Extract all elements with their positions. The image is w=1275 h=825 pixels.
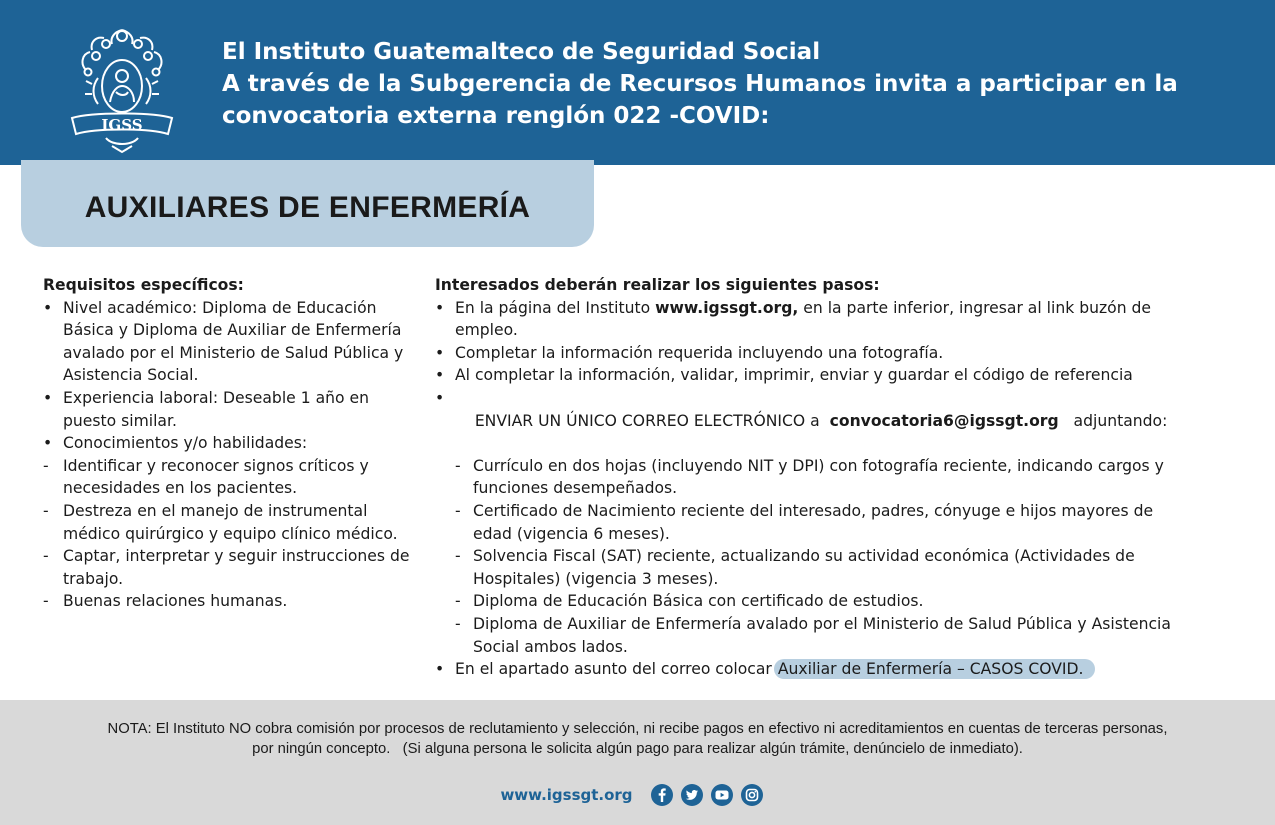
website-link[interactable]: www.igssgt.org xyxy=(500,786,633,804)
step-item: • Al completar la información, validar, imprimir, enviar y guardar el código de referencia xyxy=(435,366,1133,385)
note-line-2: por ningún concepto. (Si alguna persona le solicita algún pago para realizar algún trámite, denúncielo de inmediato). xyxy=(252,741,1023,757)
step-item: • En la página del Instituto www.igssgt.org, en la parte inferior, ingresar al link buzón de empleo. xyxy=(435,298,1152,340)
requirement-item: - Captar, interpretar y seguir instrucciones de trabajo. xyxy=(43,547,410,588)
twitter-icon[interactable] xyxy=(681,784,703,806)
website-link-inline[interactable]: www.igssgt.org, xyxy=(655,298,799,317)
requirements-heading: Requisitos específicos: xyxy=(43,276,244,294)
attachment-item: - Certificado de Nacimiento reciente del interesado, padres, cónyuge e hijos mayores de edad (vigencia 6 meses). xyxy=(455,501,1154,543)
attachment-item: - Diploma de Educación Básica con certificado de estudios. xyxy=(455,592,924,611)
requirements-column xyxy=(43,274,423,613)
footer-note xyxy=(30,719,1245,759)
requirement-item: - Identificar y reconocer signos críticos y necesidades en los pacientes. xyxy=(43,456,369,498)
header-text xyxy=(222,36,1222,132)
email-link[interactable]: convocatoria6@igssgt.org xyxy=(829,411,1059,430)
requirement-item: - Buenas relaciones humanas. xyxy=(43,592,288,611)
header-line-3: convocatoria externa renglón 022 -COVID: xyxy=(222,103,770,129)
step-item: • En el apartado asunto del correo colocar Auxiliar de Enfermería – CASOS COVID. xyxy=(435,658,1235,681)
step-item: • Completar la información requerida incluyendo una fotografía. xyxy=(435,343,944,362)
attachment-item: - Diploma de Auxiliar de Enfermería avalado por el Ministerio de Salud Pública y Asistencia Social ambos lados. xyxy=(455,614,1171,656)
requirement-item: • Conocimientos y/o habilidades: xyxy=(43,434,308,453)
footer-links xyxy=(0,780,1275,810)
footer xyxy=(0,700,1275,825)
subject-highlight: Auxiliar de Enfermería – CASOS COVID. xyxy=(774,659,1096,679)
igss-logo xyxy=(62,22,182,154)
svg-text:IGSS: IGSS xyxy=(101,116,143,134)
note-line-1: NOTA: El Instituto NO cobra comisión por procesos de reclutamiento y selección, ni recibe pagos en efectivo ni acreditamientos en cuentas de terceras personas, xyxy=(107,721,1168,737)
requirement-item: • Nivel académico: Diploma de Educación Básica y Diploma de Auxiliar de Enfermería avalado por el Ministerio de Salud Pública y Asistencia Social. xyxy=(43,298,404,385)
requirement-item: • Experiencia laboral: Deseable 1 año en puesto similar. xyxy=(43,388,369,430)
attachment-item: - Solvencia Fiscal (SAT) reciente, actualizando su actividad económica (Actividades de Hospitales) (vigencia 3 meses). xyxy=(455,547,1135,588)
header-banner xyxy=(0,0,1275,165)
step-item: • ENVIAR UN ÚNICO CORREO ELECTRÓNICO a convocatoria6@igssgt.org adjuntando: xyxy=(435,388,1168,430)
requirement-item: - Destreza en el manejo de instrumental médico quirúrgico y equipo clínico médico. xyxy=(43,501,398,543)
header-line-2: A través de la Subgerencia de Recursos Humanos invita a participar en la xyxy=(222,71,1178,97)
steps-column xyxy=(435,274,1235,681)
facebook-icon[interactable] xyxy=(651,784,673,806)
steps-heading: Interesados deberán realizar los siguientes pasos: xyxy=(435,276,880,294)
instagram-icon[interactable] xyxy=(741,784,763,806)
position-title-tab xyxy=(21,160,594,247)
youtube-icon[interactable] xyxy=(711,784,733,806)
header-line-1: El Instituto Guatemalteco de Seguridad Social xyxy=(222,39,821,65)
attachment-item: - Currículo en dos hojas (incluyendo NIT y DPI) con fotografía reciente, indicando cargos y funciones desempeñados. xyxy=(455,456,1164,498)
position-title: AUXILIARES DE ENFERMERÍA xyxy=(84,191,531,224)
